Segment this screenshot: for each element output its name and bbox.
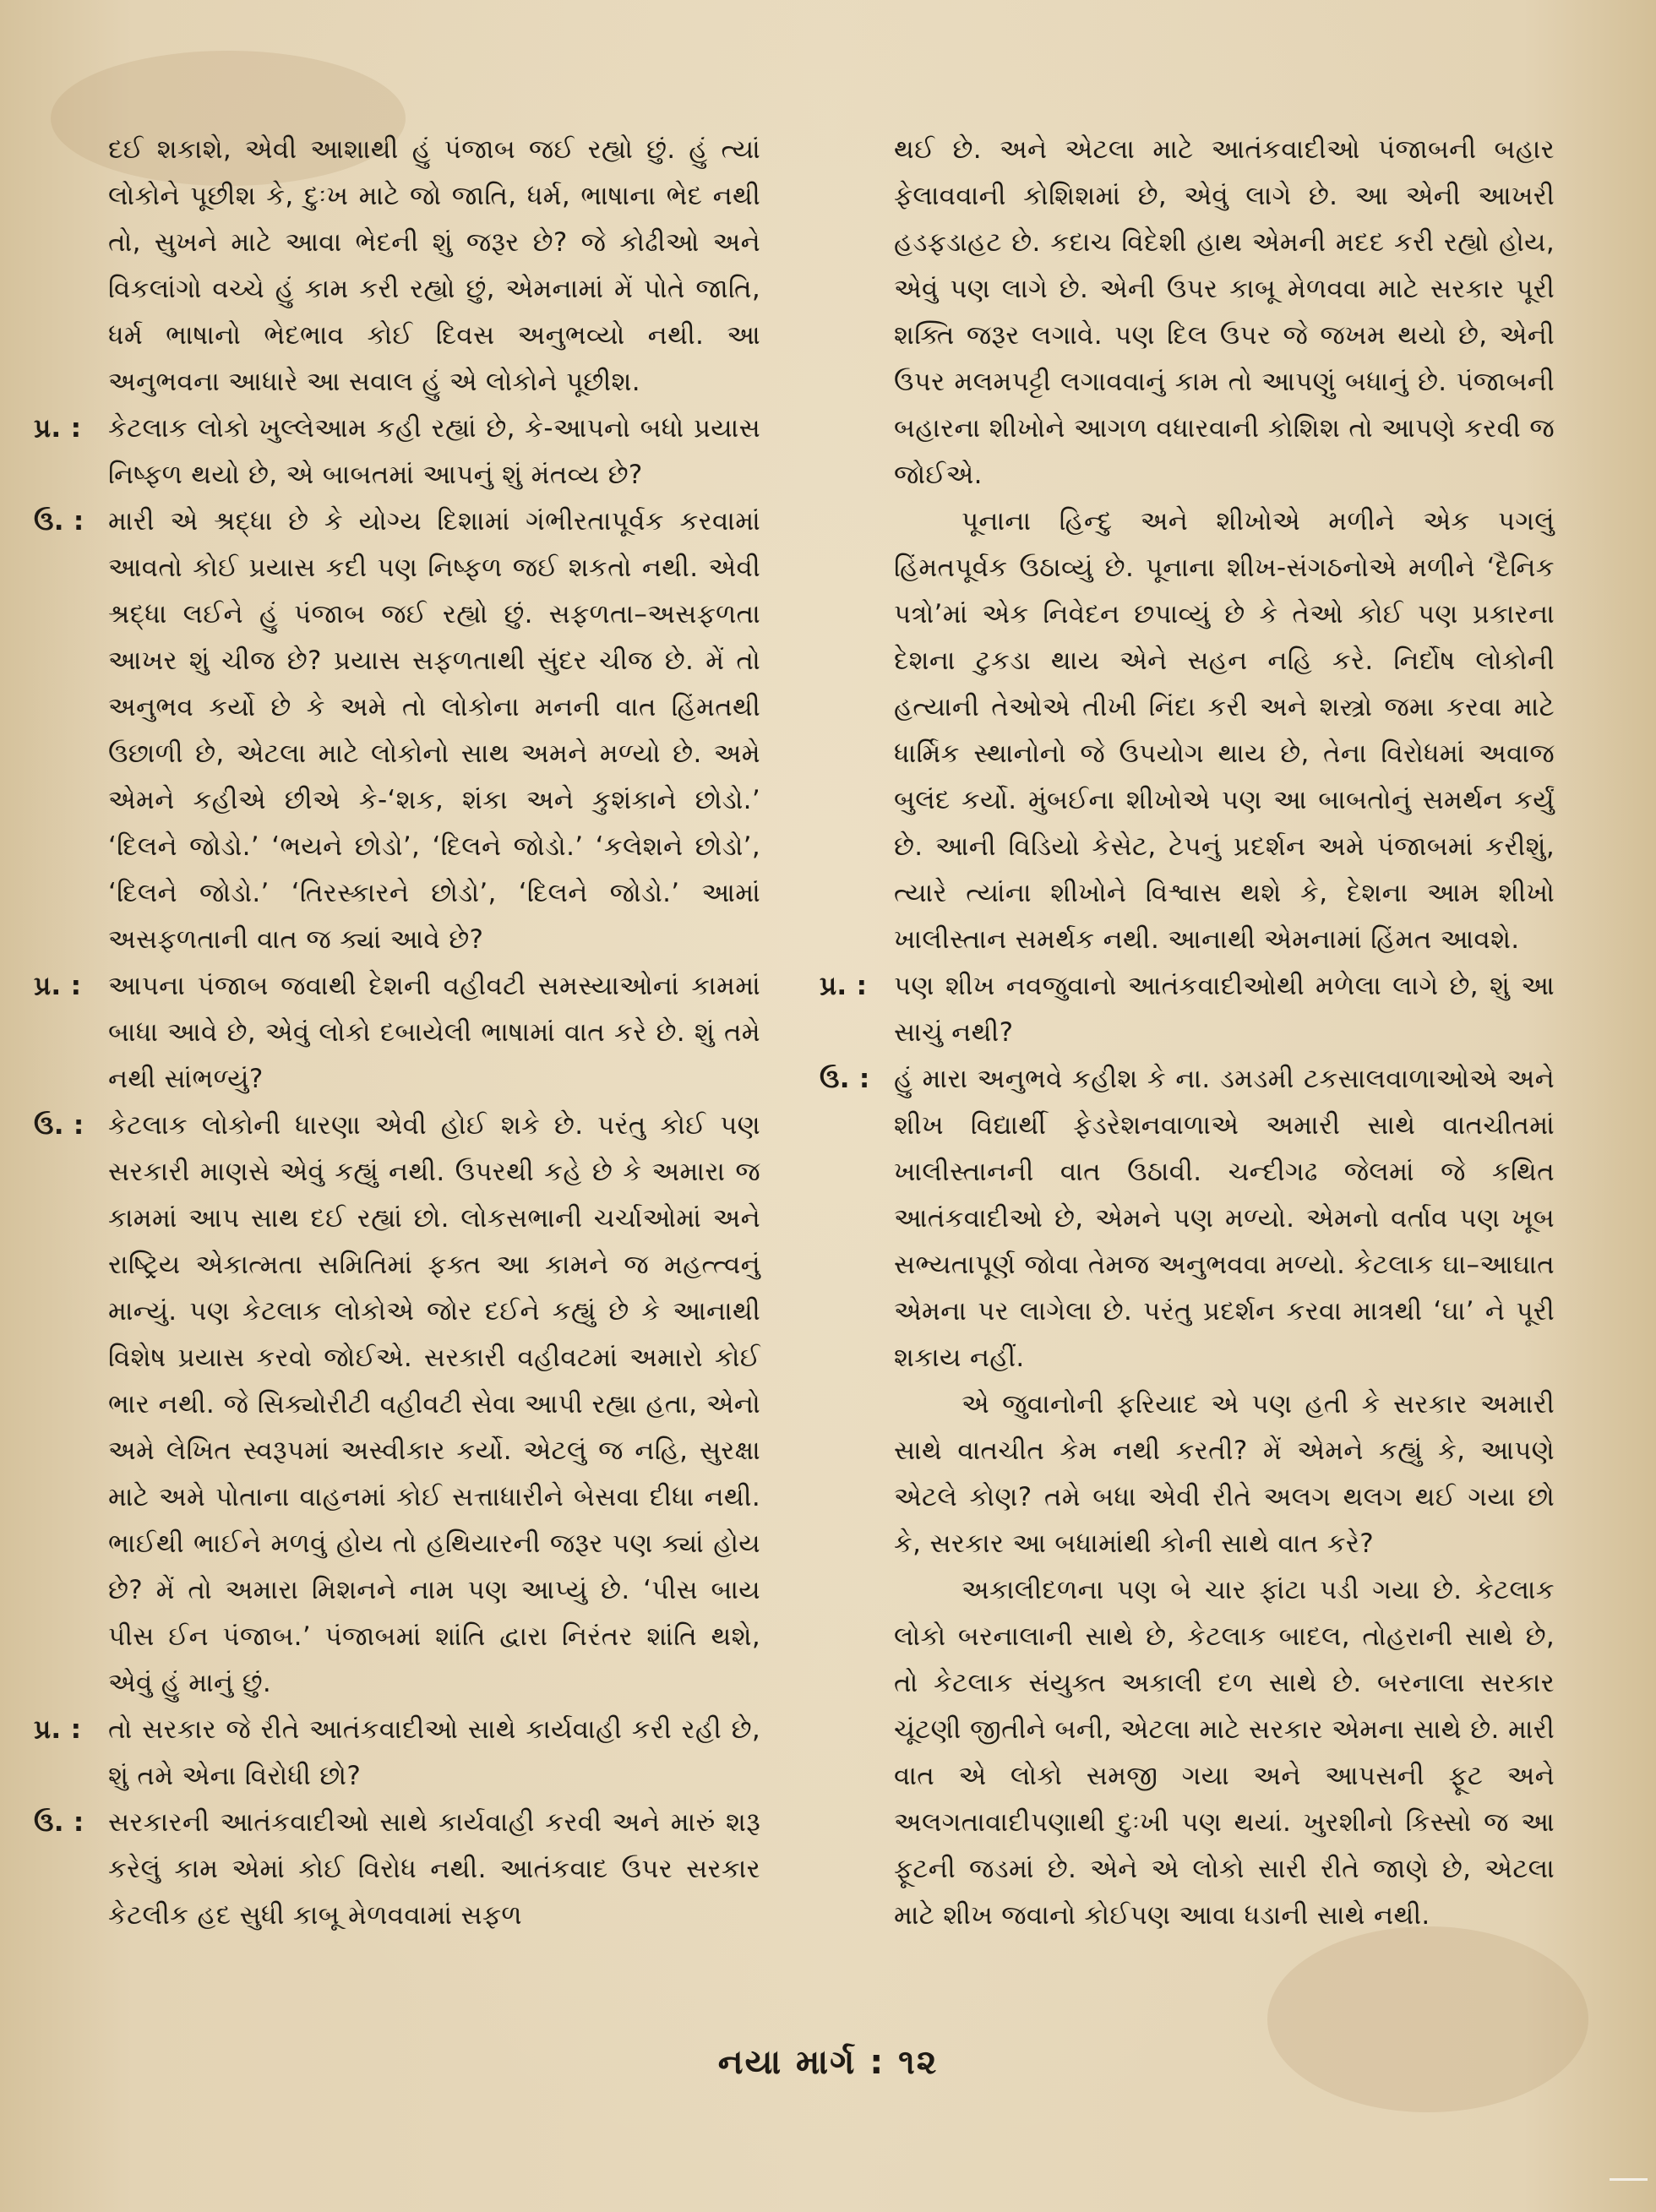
question-block: [34, 406, 760, 499]
question-block: [34, 963, 760, 1103]
answer-block: [820, 1056, 1555, 1381]
answer-text: મારી એ શ્રદ્ધા છે કે યોગ્ય દિશામાં ગંભીરતાપૂર્વક કરવામાં આવતો કોઈ પ્રયાસ કદી પણ નિષ્ફળ જઈ શકતો નથી. એવી શ્રદ્ધા લઈને હું પંજાબ જઈ રહ્યો છું. સફળતા–અસફળતા આખર શું ચીજ છે? પ્રયાસ સફળતાથી સુંદર ચીજ છે. મેં તો અનુભવ કર્યો છે કે અમે તો લોકોના મનની વાત હિંમતથી ઉછાળી છે, એટલા માટે લોકોનો સાથ અમને મળ્યો છે. અમે એમને કહીએ છીએ કે-‘શક, શંકા અને કુશંકાને છોડો.’ ‘દિલને જોડો.’ ‘ભયને છોડો’, ‘દિલને જોડો.’ ‘કલેશને છોડો’, ‘દિલને જોડો.’ ‘તિરસ્કારને છોડો’, ‘દિલને જોડો.’ આમાં અસફળતાની વાત જ ક્યાં આવે છે?: [108, 506, 760, 955]
answer-text: સરકારની આતંકવાદીઓ સાથે કાર્યવાહી કરવી અને મારું શરૂ કરેલું કામ એમાં કોઈ વિરોધ નથી. આતંકવાદ ઉપર સરકાર કેટલીક હદ સુધી કાબૂ મેળવવામાં સફળ: [108, 1807, 760, 1931]
page-footer: નયા માર્ગ : ૧૨: [717, 2043, 939, 2082]
right-column: [820, 127, 1555, 1939]
answer-text: હું મારા અનુભવે કહીશ કે ના. ડમડમી ટકસાલવાળાઓએ અને શીખ વિદ્યાર્થી ફેડરેશનવાળાએ અમારી સાથે વાતચીતમાં ખાલીસ્તાનની વાત ઉઠાવી. ચન્દીગઢ જેલમાં જે કથિત આતંકવાદીઓ છે, એમને પણ મળ્યો. એમનો વર્તાવ પણ ખૂબ સભ્યતાપૂર્ણ જોવા તેમજ અનુભવવા મળ્યો. કેટલાક ઘા–આઘાત એમના પર લાગેલા છે. પરંતુ પ્રદર્શન કરવા માત્રથી ‘ઘા’ ને પૂરી શકાય નહીં.: [894, 1064, 1555, 1373]
body-paragraph: એ જુવાનોની ફરિયાદ એ પણ હતી કે સરકાર અમારી સાથે વાતચીત કેમ નથી કરતી? મેં એમને કહ્યું કે, આપણે એટલે કોણ? તમે બધા એવી રીતે અલગ થલગ થઈ ગયા છો કે, સરકાર આ બધામાંથી કોની સાથે વાત કરે?: [894, 1389, 1555, 1559]
question-marker: પ્ર. :: [34, 1714, 82, 1745]
intro-paragraph: દઈ શકાશે, એવી આશાથી હું પંજાબ જઈ રહ્યો છું. હું ત્યાં લોકોને પૂછીશ કે, દુઃખ માટે જો જાતિ, ધર્મ, ભાષાના ભેદ નથી તો, સુખને માટે આવા ભેદની શું જરૂર છે? જે કોઢીઓ અને વિકલાંગો વચ્ચે હું કામ કરી રહ્યો છું, એમનામાં મેં પોતે જાતિ, ધર્મ ભાષાનો ભેદભાવ કોઈ દિવસ અનુભવ્યો નથી. આ અનુભવના આધારે આ સવાલ હું એ લોકોને પૂછીશ.: [108, 134, 760, 397]
question-block: [820, 963, 1555, 1056]
question-text: આપના પંજાબ જવાથી દેશની વહીવટી સમસ્યાઓનાં કામમાં બાધા આવે છે, એવું લોકો દબાયેલી ભાષામાં વાત કરે છે. શું તમે નથી સાંભળ્યું?: [108, 971, 760, 1094]
body-paragraph: અકાલીદળના પણ બે ચાર ફાંટા પડી ગયા છે. કેટલાક લોકો બરનાલાની સાથે છે, કેટલાક બાદલ, તોહરાની સાથે છે, તો કેટલાક સંયુક્ત અકાલી દળ સાથે છે. બરનાલા સરકાર ચૂંટણી જીતીને બની, એટલા માટે સરકાર એમના સાથે છે. મારી વાત એ લોકો સમજી ગયા અને આપસની ફૂટ અને અલગતાવાદીપણાથી દુઃખી પણ થયાં. ખુરશીનો કિસ્સો જ આ ફૂટની જડમાં છે. એને એ લોકો સારી રીતે જાણે છે, એટલા માટે શીખ જવાનો કોઈપણ આવા ધડાની સાથે નથી.: [894, 1575, 1555, 1931]
answer-block: [34, 1103, 760, 1707]
question-block: [34, 1707, 760, 1800]
question-text: પણ શીખ નવજુવાનો આતંકવાદીઓથી મળેલા લાગે છે, શું આ સાચું નથી?: [894, 971, 1555, 1048]
body-paragraph: પૂનાના હિન્દુ અને શીખોએ મળીને એક પગલું હિંમતપૂર્વક ઉઠાવ્યું છે. પૂનાના શીખ-સંગઠનોએ મળીને ‘દૈનિક પત્રો’માં એક નિવેદન છપાવ્યું છે કે તેઓ કોઈ પણ પ્રકારના દેશના ટુકડા થાય એને સહન નહિ કરે. નિર્દોષ લોકોની હત્યાની તેઓએ તીખી નિંદા કરી અને શસ્ત્રો જમા કરવા માટે ધાર્મિક સ્થાનોનો જે ઉપયોગ થાય છે, તેના વિરોધમાં અવાજ બુલંદ કર્યો. મુંબઈના શીખોએ પણ આ બાબતોનું સમર્થન કર્યું છે. આની વિડિયો કેસેટ, ટેપનું પ્રદર્શન અમે પંજાબમાં કરીશું, ત્યારે ત્યાંના શીખોને વિશ્વાસ થશે કે, દેશના આમ શીખો ખાલીસ્તાન સમર્થક નથી. આનાથી એમનામાં હિંમત આવશે.: [894, 506, 1555, 955]
answer-block: [34, 499, 760, 963]
left-column: [34, 127, 760, 1939]
paper-stain: [1267, 1926, 1588, 2112]
question-text: તો સરકાર જે રીતે આતંકવાદીઓ સાથે કાર્યવાહી કરી રહી છે, શું તમે એના વિરોધી છો?: [108, 1714, 760, 1791]
question-text: કેટલાક લોકો ખુલ્લેઆમ કહી રહ્યાં છે, કે-આપનો બધો પ્રયાસ નિષ્ફળ થયો છે, એ બાબતમાં આપનું શું મંતવ્ય છે?: [108, 413, 760, 490]
answer-marker: ઉ. :: [820, 1064, 870, 1094]
question-marker: પ્ર. :: [34, 971, 82, 1001]
continued-paragraph: થઈ છે. અને એટલા માટે આતંકવાદીઓ પંજાબની બહાર ફેલાવવાની કોશિશમાં છે, એવું લાગે છે. આ એની આખરી હડફડાહટ છે. કદાચ વિદેશી હાથ એમની મદદ કરી રહ્યો હોય, એવું પણ લાગે છે. એની ઉપર કાબૂ મેળવવા માટે સરકાર પૂરી શક્તિ જરૂર લગાવે. પણ દિલ ઉપર જે જખમ થયો છે, એની ઉપર મલમપટ્ટી લગાવવાનું કામ તો આપણું બધાનું છે. પંજાબની બહારના શીખોને આગળ વધારવાની કોશિશ તો આપણે કરવી જ જોઈએ.: [894, 134, 1555, 490]
answer-block: [34, 1800, 760, 1939]
answer-text: કેટલાક લોકોની ધારણા એવી હોઈ શકે છે. પરંતુ કોઈ પણ સરકારી માણસે એવું કહ્યું નથી. ઉપરથી કહે છે કે અમારા જ કામમાં આપ સાથ દઈ રહ્યાં છો. લોકસભાની ચર્ચાઓમાં અને રાષ્ટ્રિય એકાત્મતા સમિતિમાં ફક્ત આ કામને જ મહત્ત્વનું માન્યું. પણ કેટલાક લોકોએ જોર દઈને કહ્યું છે કે આનાથી વિશેષ પ્રયાસ કરવો જોઈએ. સરકારી વહીવટમાં અમારો કોઈ ભાર નથી. જે સિક્યોરીટી વહીવટી સેવા આપી રહ્યા હતા, એનો અમે લેખિત સ્વરૂપમાં અસ્વીકાર કર્યો. એટલું જ નહિ, સુરક્ષા માટે અમે પોતાના વાહનમાં કોઈ સત્તાધારીને બેસવા દીધા નથી. ભાઈથી ભાઈને મળવું હોય તો હથિયારની જરૂર પણ ક્યાં હોય છે? મેં તો અમારા મિશનને નામ પણ આપ્યું છે. ‘પીસ બાય પીસ ઈન પંજાબ.’ પંજાબમાં શાંતિ દ્વારા નિરંતર શાંતિ થશે, એવું હું માનું છું.: [108, 1110, 760, 1698]
question-marker: પ્ર. :: [34, 413, 82, 444]
answer-marker: ઉ. :: [34, 1110, 84, 1141]
question-marker: પ્ર. :: [820, 971, 868, 1001]
answer-marker: ઉ. :: [34, 506, 84, 537]
margin-mark: [1610, 2178, 1648, 2181]
answer-marker: ઉ. :: [34, 1807, 84, 1838]
